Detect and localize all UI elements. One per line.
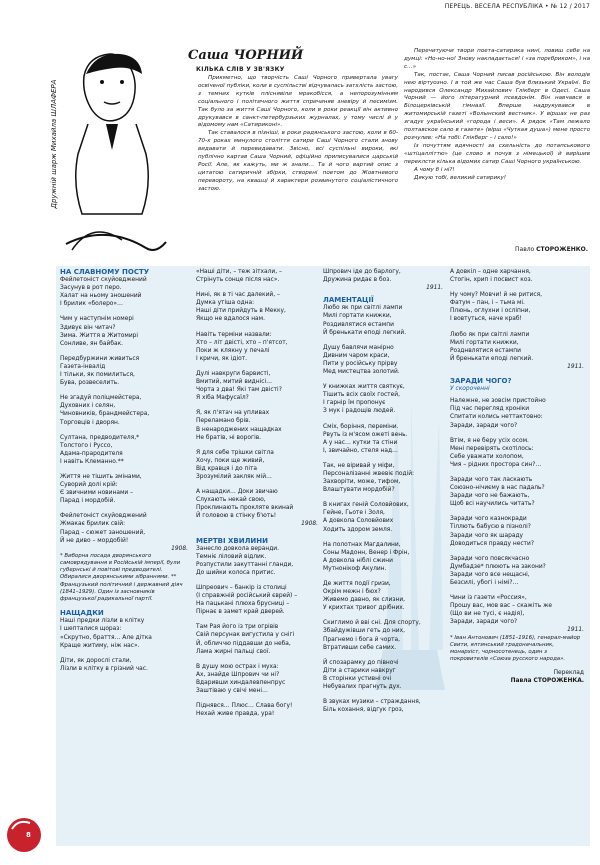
stanza-gap: [196, 616, 318, 623]
poem-line: Хочу, поки ще живий,: [196, 457, 265, 464]
poem-line: Я для себе трішки світла: [196, 449, 274, 456]
poem-line: (І справжній російський єврей) –: [196, 593, 298, 600]
poem-line: Пити у російську прірву: [323, 360, 398, 367]
poem-year: 1908.: [171, 545, 188, 552]
poem-line: Занесло довкола веранди.: [196, 545, 279, 552]
stanza-gap: [450, 469, 584, 476]
poem-line: Безсилі, убогі і німі?…: [450, 580, 519, 586]
poem-line: Тішить всіх своїх гостей,: [323, 392, 400, 399]
poem-title: ЛАМЕНТАЦІЇ: [323, 296, 374, 305]
poem-line: А довкола Соловйових: [323, 518, 394, 525]
poem-line: Захворіти, може, тифом,: [323, 479, 401, 486]
stanza-gap: [450, 508, 584, 515]
poem-line: Належне, не зовсім пристойно: [450, 398, 546, 405]
poem-line: Мені перевірять скотілось:: [450, 445, 534, 452]
poem-line: Парад – сюжет заношений,: [60, 529, 146, 536]
poem-line: Краще житиму, ніж нас».: [60, 642, 140, 649]
poem-line: Чим у наступнім номері: [60, 316, 134, 323]
poem-title: НА СЛАВНОМУ ПОСТУ: [60, 268, 150, 276]
poem-line: Передбуржини живиться: [60, 355, 140, 362]
poem-line: Прошу вас, мов вас – скажіть же: [450, 603, 553, 610]
poem-line: Діти а старики навкруг: [323, 667, 396, 674]
poem-line: Вдаривши хиндалевпенпрус: [196, 679, 286, 686]
poem-line: Стрінуть сонце після нас».: [196, 277, 280, 284]
poem-line: Не братів, ні ворогів.: [196, 434, 262, 441]
poem-line: Душу бавлячи манірно: [323, 344, 394, 351]
stanza-gap: [196, 284, 318, 291]
poem-line: Я, як п'ятач на упливах: [196, 410, 270, 417]
poem-line: Любо як при світлі лампи: [323, 305, 403, 312]
poem-line: Втім, я не беру усіх осом.: [450, 437, 529, 444]
poem-year: 1908.: [301, 521, 318, 528]
poem-line: Чиновників, брандмейстера,: [60, 411, 150, 418]
poem-line: І брилик «болеро»…: [60, 301, 123, 308]
poem-line: Й не диво – мордобій!: [60, 537, 129, 544]
poem-line: В ненароджених нащадках: [196, 426, 282, 433]
poem-line: Біль кохання, відгук гроз,: [323, 707, 404, 714]
intro-box: [0, 0, 600, 265]
stanza-gap: [60, 348, 188, 355]
column-2: [196, 268, 318, 718]
poem-line: Й бренькати еподі легкий.: [323, 329, 407, 336]
poem-title: ЗАРАДИ ЧОГО?: [450, 377, 512, 386]
poem-line: Шпреович – банкір із столиці: [196, 585, 287, 591]
poem-line: Плюнь, оглухни і осліпни,: [450, 308, 531, 315]
poem-line: Так, не віривай у міфи,: [323, 462, 395, 469]
poem-line: Думка утіша одна:: [196, 300, 255, 307]
poem-line: Заради чого повсякчасно: [450, 555, 530, 562]
poem-line: А нащадки… Доки звичаю: [196, 489, 278, 496]
poem-line: Заради чого так ласкають: [450, 476, 533, 483]
poem-year: 1911.: [426, 285, 443, 292]
translator-name: Павла СТОРОЖЕНКА.: [510, 678, 584, 685]
intro-signature: Павло СТОРОЖЕНКО.: [515, 246, 588, 253]
poem-line: І вовтуться, наче краб!: [450, 316, 522, 323]
poem-line: Жмакає брилик свій:: [60, 521, 126, 528]
footnote: * Іван Антонович (1851–1916), генерал-майор Свити, ялтинський градоначальник, монархіст, чорносотенець, один з покровителів «Союза русского народа».: [450, 634, 581, 663]
poem-line: Доводиться правду нести?: [450, 540, 534, 547]
poem-line: І гарнір їм пропонує: [323, 400, 386, 407]
poem-line: Сміх, боріння, переміни.: [323, 423, 399, 430]
poem-line: Лама жирні пальці свої.: [196, 648, 271, 655]
poem-line: Чия – рідних простора син?…: [450, 461, 542, 468]
poem-line: Засунув в рот перо.: [60, 285, 122, 292]
stanza-gap: [323, 416, 443, 423]
poem-line: Рвуть із м'ясом ожеті вень.: [323, 431, 408, 438]
stanza-gap: [196, 695, 318, 702]
poem-line: Милі гортати книжки,: [450, 339, 519, 346]
poem-line: Персоналізанні жвевіє подій:: [323, 470, 415, 477]
poem-line: Милі гортати книжки,: [323, 313, 392, 320]
poem-line: В звуках музики – страждання,: [323, 699, 421, 706]
poem-line: Живемо давно, як слизни,: [323, 597, 406, 604]
stanza-gap: [60, 308, 188, 315]
poem-line: Толстого і Руссо,: [60, 442, 113, 449]
column-3: [323, 268, 443, 714]
poem-line: Фейлетоніст скуйовджений: [60, 513, 147, 520]
page-number: 8: [26, 831, 31, 839]
poem-line: Заради, заради чого?: [450, 422, 518, 429]
poem-line: Й спозарамку до півночі: [323, 659, 399, 666]
poem-line: Темніє ліловий відлик.: [196, 553, 267, 560]
poem-line: Дулі навкруги барвисті,: [196, 370, 271, 377]
poem-line: Влаштувати мордобій?: [323, 487, 395, 494]
poem-line: А довкола ніблі сжини: [323, 557, 393, 564]
poem-line: Фатум – пан, і – тьма мі.: [450, 300, 525, 307]
poem-title: МЕРТВІ ХВИЛИНИ: [196, 536, 269, 545]
poem-line: З мук і радощів людей.: [323, 408, 396, 415]
column-4: [450, 268, 584, 686]
stanza-gap: [450, 324, 584, 331]
poem-line: Газета-інвалід: [60, 363, 106, 370]
poem-line: Заради, заради чого?: [450, 619, 518, 626]
poem-line: Скиглимо й вві сні. Для спорту,: [323, 620, 421, 627]
stanza-gap: [196, 442, 318, 449]
poem-line: Стогін, хрип і посвист коз.: [450, 277, 533, 284]
poem-line: До шийки колоса притис.: [196, 569, 276, 576]
poem-line: В сторінки устивні очі: [323, 675, 392, 682]
poem-line: Навіть терміни назвали:: [196, 331, 272, 338]
stanza-gap: [196, 363, 318, 370]
poem-line: Бува, розвеселить.: [60, 380, 120, 387]
poem-line: Лізли в клітку в грізний час.: [60, 665, 148, 672]
poem-line: Здивує він читач?: [60, 324, 116, 331]
stanza-gap: [60, 505, 188, 512]
poem-line: Заради чого як шараду: [450, 532, 524, 539]
stanza-gap: [60, 466, 188, 473]
poem-line: Тіллють бабусю в пізнолі?: [450, 524, 531, 531]
stanza-gap: [450, 587, 584, 594]
poem-line: На полотнах Магдалини,: [323, 541, 401, 548]
poem-line: Хто – літ двісті, хто – п'ятсот,: [196, 339, 288, 346]
poem-line: І навіть Клеманно.**: [60, 458, 124, 465]
poem-line: Дружина ридає в боз.: [323, 277, 392, 284]
stanza-gap: [450, 548, 584, 555]
poem-line: Духовних і селян,: [60, 403, 116, 410]
poem-line: Дивним чаром краси,: [323, 352, 390, 359]
poem-line: Фейлетоніст скуйовджений: [60, 277, 147, 284]
poem-line: Мед мистецтва золотий.: [323, 369, 400, 376]
poem-line: Від кравця і до піта: [196, 465, 258, 472]
stanza-gap: [196, 324, 318, 331]
stanza-gap: [323, 691, 443, 698]
stanza-gap: [196, 481, 318, 488]
poem-line: А довкіл – одне харчання,: [450, 269, 531, 275]
stanza-gap: [323, 573, 443, 580]
poem-line: Чорта з два! Які там двісті?: [196, 387, 282, 394]
caricature-caption: Дружній шарж Михайла ШЛАФЕРА: [50, 79, 58, 209]
poem-line: Щоб всі научились читать?: [450, 501, 535, 508]
poem-line: Сонливе, ян байбак.: [60, 340, 124, 347]
poem-line: Соны Мадонн, Венер і Фрін,: [323, 549, 410, 556]
poem-line: Наші предки лізли в клітку: [60, 618, 145, 625]
stanza-gap: [60, 427, 188, 434]
poem-line: Заради чого казнокради: [450, 516, 527, 523]
poem-line: Думбадзе* плюють на закони?: [450, 563, 546, 570]
poem-line: Там Рая його із три огрівів: [196, 624, 279, 631]
intro-left-text: Прикметно, що творчість Саші Чорного привертала увагу освіченої публіки, коли в суспільстві відчувалась затхлість застою, з темних кутків пліснявіли мракобісся, а непорозумінням соціального і політичного життя спричиняв зневіру й песимізм. Так було за життя Саші Чорного, коли в роки реакції він активно друкувався в санкт-петербурзьких журналах, у тому числі й у відомому нам «Сатириконі». Так ставалося в пізніші, в роки радянського застою, коли в 60-70-х роках минулого століття сатири Саші Чорного стали знову видавати й перевидавати. Звісно, всі суспільні вироки, які публічно картав Саша Чорний, офіційно приписувалися царській Росії. Але, як кажуть, ми ж знали… Та й чого вартий опис з цитатою сатиричній збірки, створені поетом до Жовтневого перевороту, на квашці й характери розвинутого соціалістичного застою.: [198, 75, 398, 192]
poem-line: Свій персунак вигустила у снігі: [196, 632, 295, 639]
stanza-gap: [60, 650, 188, 657]
poem-line: В душу мою острах і муха:: [196, 663, 279, 670]
intro-subtitle: КІЛЬКА СЛІВ У ЗВ'ЯЗКУ: [196, 66, 285, 73]
poem-line: Втративши себе самих.: [323, 644, 397, 651]
stanza-gap: [323, 534, 443, 541]
poem-line: Переламано брів.: [196, 418, 251, 425]
poem-line: Ходить здором земля.: [323, 526, 393, 533]
poem-line: І тільки, як помилиться,: [60, 372, 135, 379]
poem-line: Наші діти прийдуть в Мекку,: [196, 308, 286, 315]
stanza-gap: [323, 652, 443, 659]
intro-right-text: Перечитуючи твори поета-сатирика нині, ловиш себе на думці: «Но-но-но! Знову накладається! і «за порєбриком», і на с…» Так, постає, Саша Чорний писав російською. Він володів нею віртуозно. І в той же час Саша був близький Україні. Бо народився Олександр Михайлович Глікберг в Одесі. Саша Чорний — його літературний псевдонім. Він навчався в Білоцерківській гімназії. Вперше надрукувався в житомирській газеті «Волынский вестник». У віршах не раз згадує український «города і веси». А рядок «Там лежало полтавское сало в газете» (вірш «Чуткая душа») мене просто розчулив: «На тобі: Глікберг – і сало!» Із почуттям вдячності за схильність до потапськового «штіцалліттю» (це слово я почув з німецької) й вирішив переклсти кілька відомих сатир Саші Чорного українською. А чому б і ні?! Дякую тобі, великий сатирику!: [404, 48, 590, 181]
poem-line: Заради чого все нещасні,: [450, 571, 530, 578]
stanza-gap: [60, 387, 188, 394]
stanza-gap: [450, 430, 584, 437]
poem-line: Союзно-нічиєму в нас падаль?: [450, 485, 545, 492]
poem-line: Якщо не вдалося нам.: [196, 316, 265, 323]
poem-line: Любо як при світлі лампи: [450, 331, 530, 338]
poem-line: В книгах геній Соловйових,: [323, 502, 409, 509]
stanza-gap: [196, 402, 318, 409]
poem-line: Ну чому? Мовчи! й не ритися,: [450, 292, 543, 299]
poem-line: І, звичайно, стеля над…: [323, 447, 398, 454]
magazine-logo: [4, 815, 44, 855]
poem-line: Є звичними новинами –: [60, 490, 134, 497]
poem-line: Заштіваю у свічі мені…: [196, 688, 268, 695]
poem-line: На пацькані плюха брусниці –: [196, 601, 290, 608]
poem-line: Султана, предводителя,*: [60, 434, 140, 441]
translator-label: Переклад: [553, 670, 584, 677]
poem-line: Халат на ньому зношений: [60, 293, 142, 300]
poem-line: «Наші діти, – теж зітхали, –: [196, 269, 282, 275]
author-name: Саша ЧОРНИЙ: [188, 48, 304, 63]
poem-line: Розднвлятися естампи: [450, 347, 521, 354]
poem-line: Небувалих прагнуть дух.: [323, 684, 402, 691]
stanza-gap: [323, 494, 443, 501]
stanza-gap: [450, 284, 584, 291]
poem-title: НАЩАДКИ: [60, 609, 104, 618]
page-header: ПЕРЕЦЬ. ВЕСЕЛА РЕСПУБЛІКА • № 12 / 2017: [444, 3, 590, 10]
poem-line: Ах, знайде Шпрович чи ні?: [196, 671, 280, 678]
poem-line: Мутнонікоф Акулин.: [323, 565, 387, 572]
poem-line: (Що ви не тусі, є надія),: [450, 611, 525, 618]
poem-line: Чини із газети «Россия»,: [450, 595, 527, 602]
poem-line: «Скрутно, браття… Але дітка: [60, 634, 152, 641]
poem-line: Під час перегляд хроніки: [450, 406, 530, 413]
poem-line: Життя не тішить змінами,: [60, 473, 142, 480]
poem-year: 1911.: [567, 363, 584, 370]
poem-line: Прагнемо і бога й чорта,: [323, 636, 401, 643]
poem-line: Окрім межн і бюх?: [323, 589, 381, 596]
poem-line: А у нас… кутки та стіни: [323, 439, 398, 446]
caricature-illustration: [42, 44, 184, 258]
poem-line: Гейне, Гьоте і Золя,: [323, 510, 385, 517]
poem-line: Я хіба Мафусаїл?: [196, 395, 249, 402]
poem-line: Зрозумілий закляк мій…: [196, 473, 272, 480]
stanza-gap: [323, 337, 443, 344]
footnote: * Виборна посада дворянського самоврядування в Російській імперії, були губернські й повітові предводителі. Обиралися дворянськими зібраннями. ** Французький політичний і державний діяч (1841–1929). Один із засновників французької радикальної партії.: [60, 552, 183, 603]
poem-line: Й, обличчю піддавши до неба,: [196, 640, 291, 647]
poem-line: Де життя події гризи,: [323, 581, 391, 587]
poem-line: Діти, як дорослі стали,: [60, 657, 132, 664]
poem-line: Шпрович іде до барлогу,: [323, 269, 401, 275]
stanza-gap: [323, 612, 443, 619]
poem-line: У крихтах тривог дрібних.: [323, 605, 405, 612]
poem-line: Піднявся… Плюс… Слава богу!: [196, 703, 293, 710]
poem-line: Розпустили закуттанні гланди,: [196, 561, 294, 568]
poem-line: Й бренькати еподі легкий.: [450, 355, 534, 362]
poem-line: Проклинають прокляте вкинай: [196, 505, 294, 512]
poem-line: Зима. Життя в Житомирі: [60, 332, 139, 339]
poem-line: Парад і мордобій.: [60, 498, 116, 505]
poem-line: Роздивлятися естампи: [323, 321, 394, 328]
stanza-gap: [196, 656, 318, 663]
poem-line: Нехай живе правда, ура!: [196, 711, 275, 718]
poem-line: І кричи, як ідіот.: [196, 355, 248, 362]
poem-line: Заради чого не бажають,: [450, 493, 530, 500]
stanza-gap: [323, 455, 443, 462]
poem-line: Пірнає в замет край дверей.: [196, 609, 285, 616]
poem-line: Торговців і дворян.: [60, 419, 120, 426]
poem-line: У книжках життя святкує,: [323, 384, 405, 391]
poem-line: Поки ж клякну у печалі: [196, 347, 270, 354]
poem-line: І шепталися щораз:: [60, 626, 122, 633]
stanza-gap: [323, 376, 443, 383]
poem-line: Адама-прародителя: [60, 450, 123, 457]
poem-line: Й головою в стінку б'ють!: [196, 513, 277, 520]
poem-line: Збайдужівши геть до них,: [323, 628, 405, 635]
poem-line: Суворий долі крій:: [60, 482, 118, 489]
poem-line: Себе уважати холопом,: [450, 453, 524, 460]
poem-year: 1911.: [567, 627, 584, 634]
poem-line: Не згадуй поліцмейстера,: [60, 395, 142, 402]
column-1: [60, 268, 188, 673]
poem-line: Нині, як в ті час далекий, –: [196, 292, 280, 299]
poem-subtitle: У скороченні: [450, 386, 490, 393]
poem-line: Спитати колись неттактовно:: [450, 414, 543, 421]
poem-line: Вмитий, митий виднісі…: [196, 379, 273, 386]
poem-line: Слухають некай свою,: [196, 497, 266, 504]
stanza-gap: [196, 577, 318, 584]
